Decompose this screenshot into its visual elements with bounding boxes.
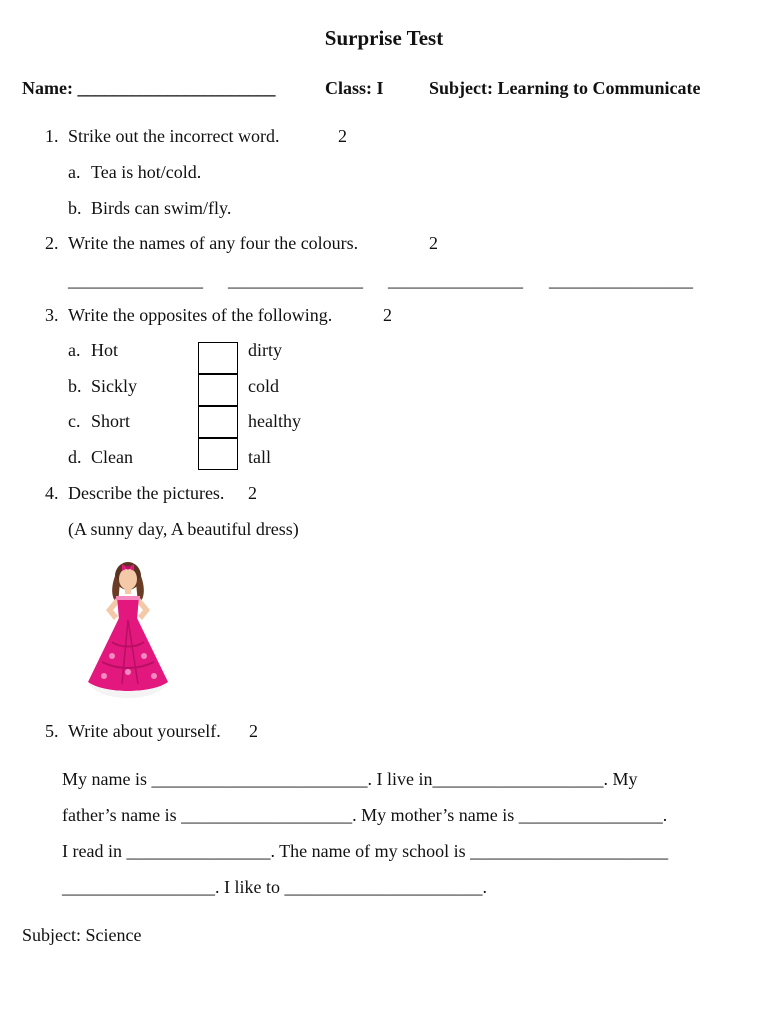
name-field[interactable]: Name: ______________________ — [22, 78, 276, 98]
row-letter: b. — [68, 376, 82, 396]
row-letter: c. — [68, 411, 81, 431]
question-marks: 2 — [338, 126, 347, 146]
answer-box[interactable] — [198, 342, 238, 374]
question-text: Write the names of any four the colours. — [68, 233, 359, 253]
fill-in-line[interactable]: father’s name is ___________________. My mother’s name is ________________. — [62, 805, 668, 825]
row-option: healthy — [248, 411, 301, 431]
item-text[interactable]: Birds can swim/fly. — [91, 198, 232, 218]
girl-in-pink-dress-image — [72, 552, 192, 704]
answer-box[interactable] — [198, 438, 238, 470]
question-number: 3. — [45, 305, 59, 325]
subject-label: Subject: Learning to Communicate — [429, 78, 701, 98]
question-text: Write the opposites of the following. — [68, 305, 333, 325]
row-option: dirty — [248, 340, 282, 360]
row-option: tall — [248, 447, 271, 467]
question-hint: (A sunny day, A beautiful dress) — [68, 519, 299, 539]
question-marks: 2 — [383, 305, 392, 325]
item-letter: a. — [68, 162, 81, 182]
fill-in-line[interactable]: I read in ________________. The name of my school is ______________________ — [62, 841, 669, 861]
row-word: Short — [91, 411, 131, 431]
answer-blank[interactable]: _______________ — [68, 270, 203, 290]
row-word: Hot — [91, 340, 118, 360]
answer-blank[interactable]: _______________ — [388, 270, 523, 290]
row-word: Sickly — [91, 376, 138, 396]
question-number: 2. — [45, 233, 59, 253]
question-number: 1. — [45, 126, 59, 146]
row-letter: a. — [68, 340, 81, 360]
class-label: Class: I — [325, 78, 384, 98]
question-text: Write about yourself. — [68, 721, 221, 741]
answer-box[interactable] — [198, 374, 238, 406]
question-text: Describe the pictures. — [68, 483, 225, 503]
next-subject-label: Subject: Science — [22, 925, 142, 945]
question-number: 4. — [45, 483, 59, 503]
item-text[interactable]: Tea is hot/cold. — [91, 162, 202, 182]
question-marks: 2 — [248, 483, 257, 503]
page-title: Surprise Test — [324, 26, 444, 50]
row-letter: d. — [68, 447, 82, 467]
answer-box[interactable] — [198, 406, 238, 438]
row-word: Clean — [91, 447, 133, 467]
answer-blank[interactable]: ________________ — [549, 270, 693, 290]
answer-blank[interactable]: _______________ — [228, 270, 363, 290]
item-letter: b. — [68, 198, 82, 218]
row-option: cold — [248, 376, 279, 396]
question-number: 5. — [45, 721, 59, 741]
question-marks: 2 — [249, 721, 258, 741]
fill-in-line[interactable]: _________________. I like to ______________________. — [62, 877, 487, 897]
question-text: Strike out the incorrect word. — [68, 126, 280, 146]
question-marks: 2 — [429, 233, 438, 253]
fill-in-line[interactable]: My name is ________________________. I live in___________________. My — [62, 769, 638, 789]
